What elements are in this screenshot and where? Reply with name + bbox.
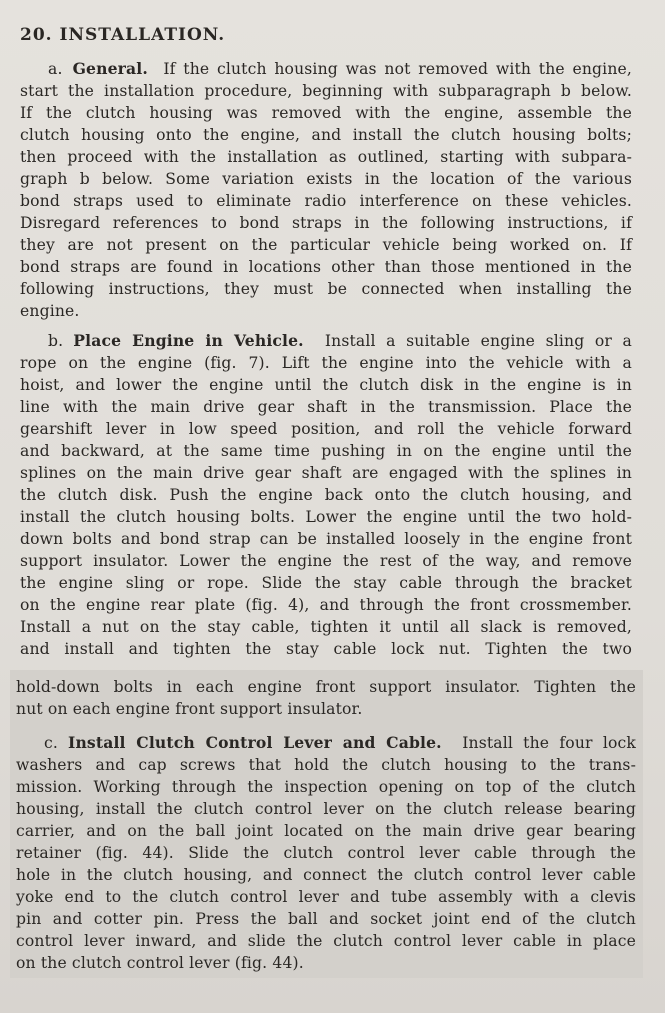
line-text: down bolts and bond strap can be installed loosely in the engine front [20,530,632,548]
line-text: washers and cap screws that hold the clutch housing to the trans- [16,756,636,774]
text-line [20,278,632,300]
line-text: they are not present on the particular vehicle being worked on. If [20,236,632,254]
text-line [20,300,632,322]
section-heading: 20. INSTALLATION. [20,25,226,45]
line-text: hole in the clutch housing, and connect the clutch control lever cable [16,866,636,884]
text-line [20,124,632,146]
line-text: and backward, at the same time pushing in on the engine until the [20,442,632,460]
text-line [20,352,632,374]
text-line [16,952,636,974]
text-line [16,820,636,842]
line-text: hoist, and lower the engine until the clutch disk in the engine is in [20,376,632,394]
text-line [20,146,632,168]
line-text: the clutch disk. Push the engine back onto the clutch housing, and [20,486,632,504]
text-line [16,698,636,720]
text-line [20,102,632,124]
line-text: install the clutch housing bolts. Lower the engine until the two hold- [20,508,632,526]
paragraph-c [16,732,636,974]
line-text: support insulator. Lower the engine the rest of the way, and remove [20,552,632,570]
line-text: housing, install the clutch control lever on the clutch release bearing [16,800,636,818]
text-line [20,572,632,594]
paragraph-subtitle: General. [72,59,148,78]
line-text: graph b below. Some variation exists in the location of the various [20,170,632,188]
paragraph-b [20,330,632,660]
text-line [16,864,636,886]
text-line [20,418,632,440]
text-line [20,168,632,190]
line-text: bond straps used to eliminate radio interference on these vehicles. [20,192,632,210]
text-line [16,930,636,952]
text-line [16,842,636,864]
paragraph-subtitle: Install Clutch Control Lever and Cable. [68,733,442,752]
line-text: If the clutch housing was removed with the engine, assemble the [20,104,632,122]
line-text: retainer (fig. 44). Slide the clutch control lever cable through the [16,844,636,862]
text-line [20,190,632,212]
line-text: Install a suitable engine sling or a [324,332,632,350]
text-line [20,80,632,102]
line-text: rope on the engine (fig. 7). Lift the engine into the vehicle with a [20,354,632,372]
text-line [20,58,632,80]
text-line [20,212,632,234]
line-text: hold-down bolts in each engine front support insulator. Tighten the [16,678,636,696]
paragraph-label: c. [44,734,58,752]
paragraph-label: b. [48,332,64,350]
line-text: pin and cotter pin. Press the ball and socket joint end of the clutch [16,910,636,928]
text-line [20,616,632,638]
line-text: bond straps are found in locations other than those mentioned in the [20,258,632,276]
paragraph-label: a. [48,60,63,78]
text-line [20,330,632,352]
text-line [16,754,636,776]
text-line [20,256,632,278]
line-text: line with the main drive gear shaft in the transmission. Place the [20,398,632,416]
line-text: yoke end to the clutch control lever and tube assembly with a clevis [16,888,636,906]
text-line [16,732,636,754]
text-line [20,462,632,484]
text-line [20,374,632,396]
line-text: clutch housing onto the engine, and install the clutch housing bolts; [20,126,632,144]
text-line [16,676,636,698]
line-text: engine. [20,302,80,320]
line-text: nut on each engine front support insulator. [16,700,363,718]
line-text: Disregard references to bond straps in the following instructions, if [20,214,632,232]
paragraph-a [20,58,632,322]
line-text: control lever inward, and slide the clutch control lever cable in place [16,932,636,950]
text-line [16,908,636,930]
line-text: following instructions, they must be connected when installing the [20,280,632,298]
text-line [16,776,636,798]
line-text: mission. Working through the inspection opening on top of the clutch [16,778,636,796]
text-line [20,440,632,462]
text-line [20,484,632,506]
text-line [20,528,632,550]
line-text: start the installation procedure, beginning with subparagraph b below. [20,82,632,100]
text-line [20,396,632,418]
line-text: and install and tighten the stay cable lock nut. Tighten the two [20,640,632,658]
line-text: the engine sling or rope. Slide the stay cable through the bracket [20,574,632,592]
paragraph-subtitle: Place Engine in Vehicle. [73,331,304,350]
text-line [16,798,636,820]
text-line [20,638,632,660]
line-text: on the engine rear plate (fig. 4), and through the front crossmember. [20,596,632,614]
text-line [20,550,632,572]
line-text: Install the four lock [462,734,636,752]
text-line [20,506,632,528]
text-line [20,594,632,616]
line-text: carrier, and on the ball joint located on the main drive gear bearing [16,822,636,840]
line-text: If the clutch housing was not removed with the engine, [163,60,632,78]
line-text: gearshift lever in low speed position, and roll the vehicle forward [20,420,632,438]
text-line [20,234,632,256]
paragraph-b-continued [16,676,636,720]
line-text: splines on the main drive gear shaft are engaged with the splines in [20,464,632,482]
line-text: Install a nut on the stay cable, tighten it until all slack is removed, [20,618,632,636]
line-text: then proceed with the installation as outlined, starting with subpara- [20,148,632,166]
line-text: on the clutch control lever (fig. 44). [16,954,304,972]
text-line [16,886,636,908]
